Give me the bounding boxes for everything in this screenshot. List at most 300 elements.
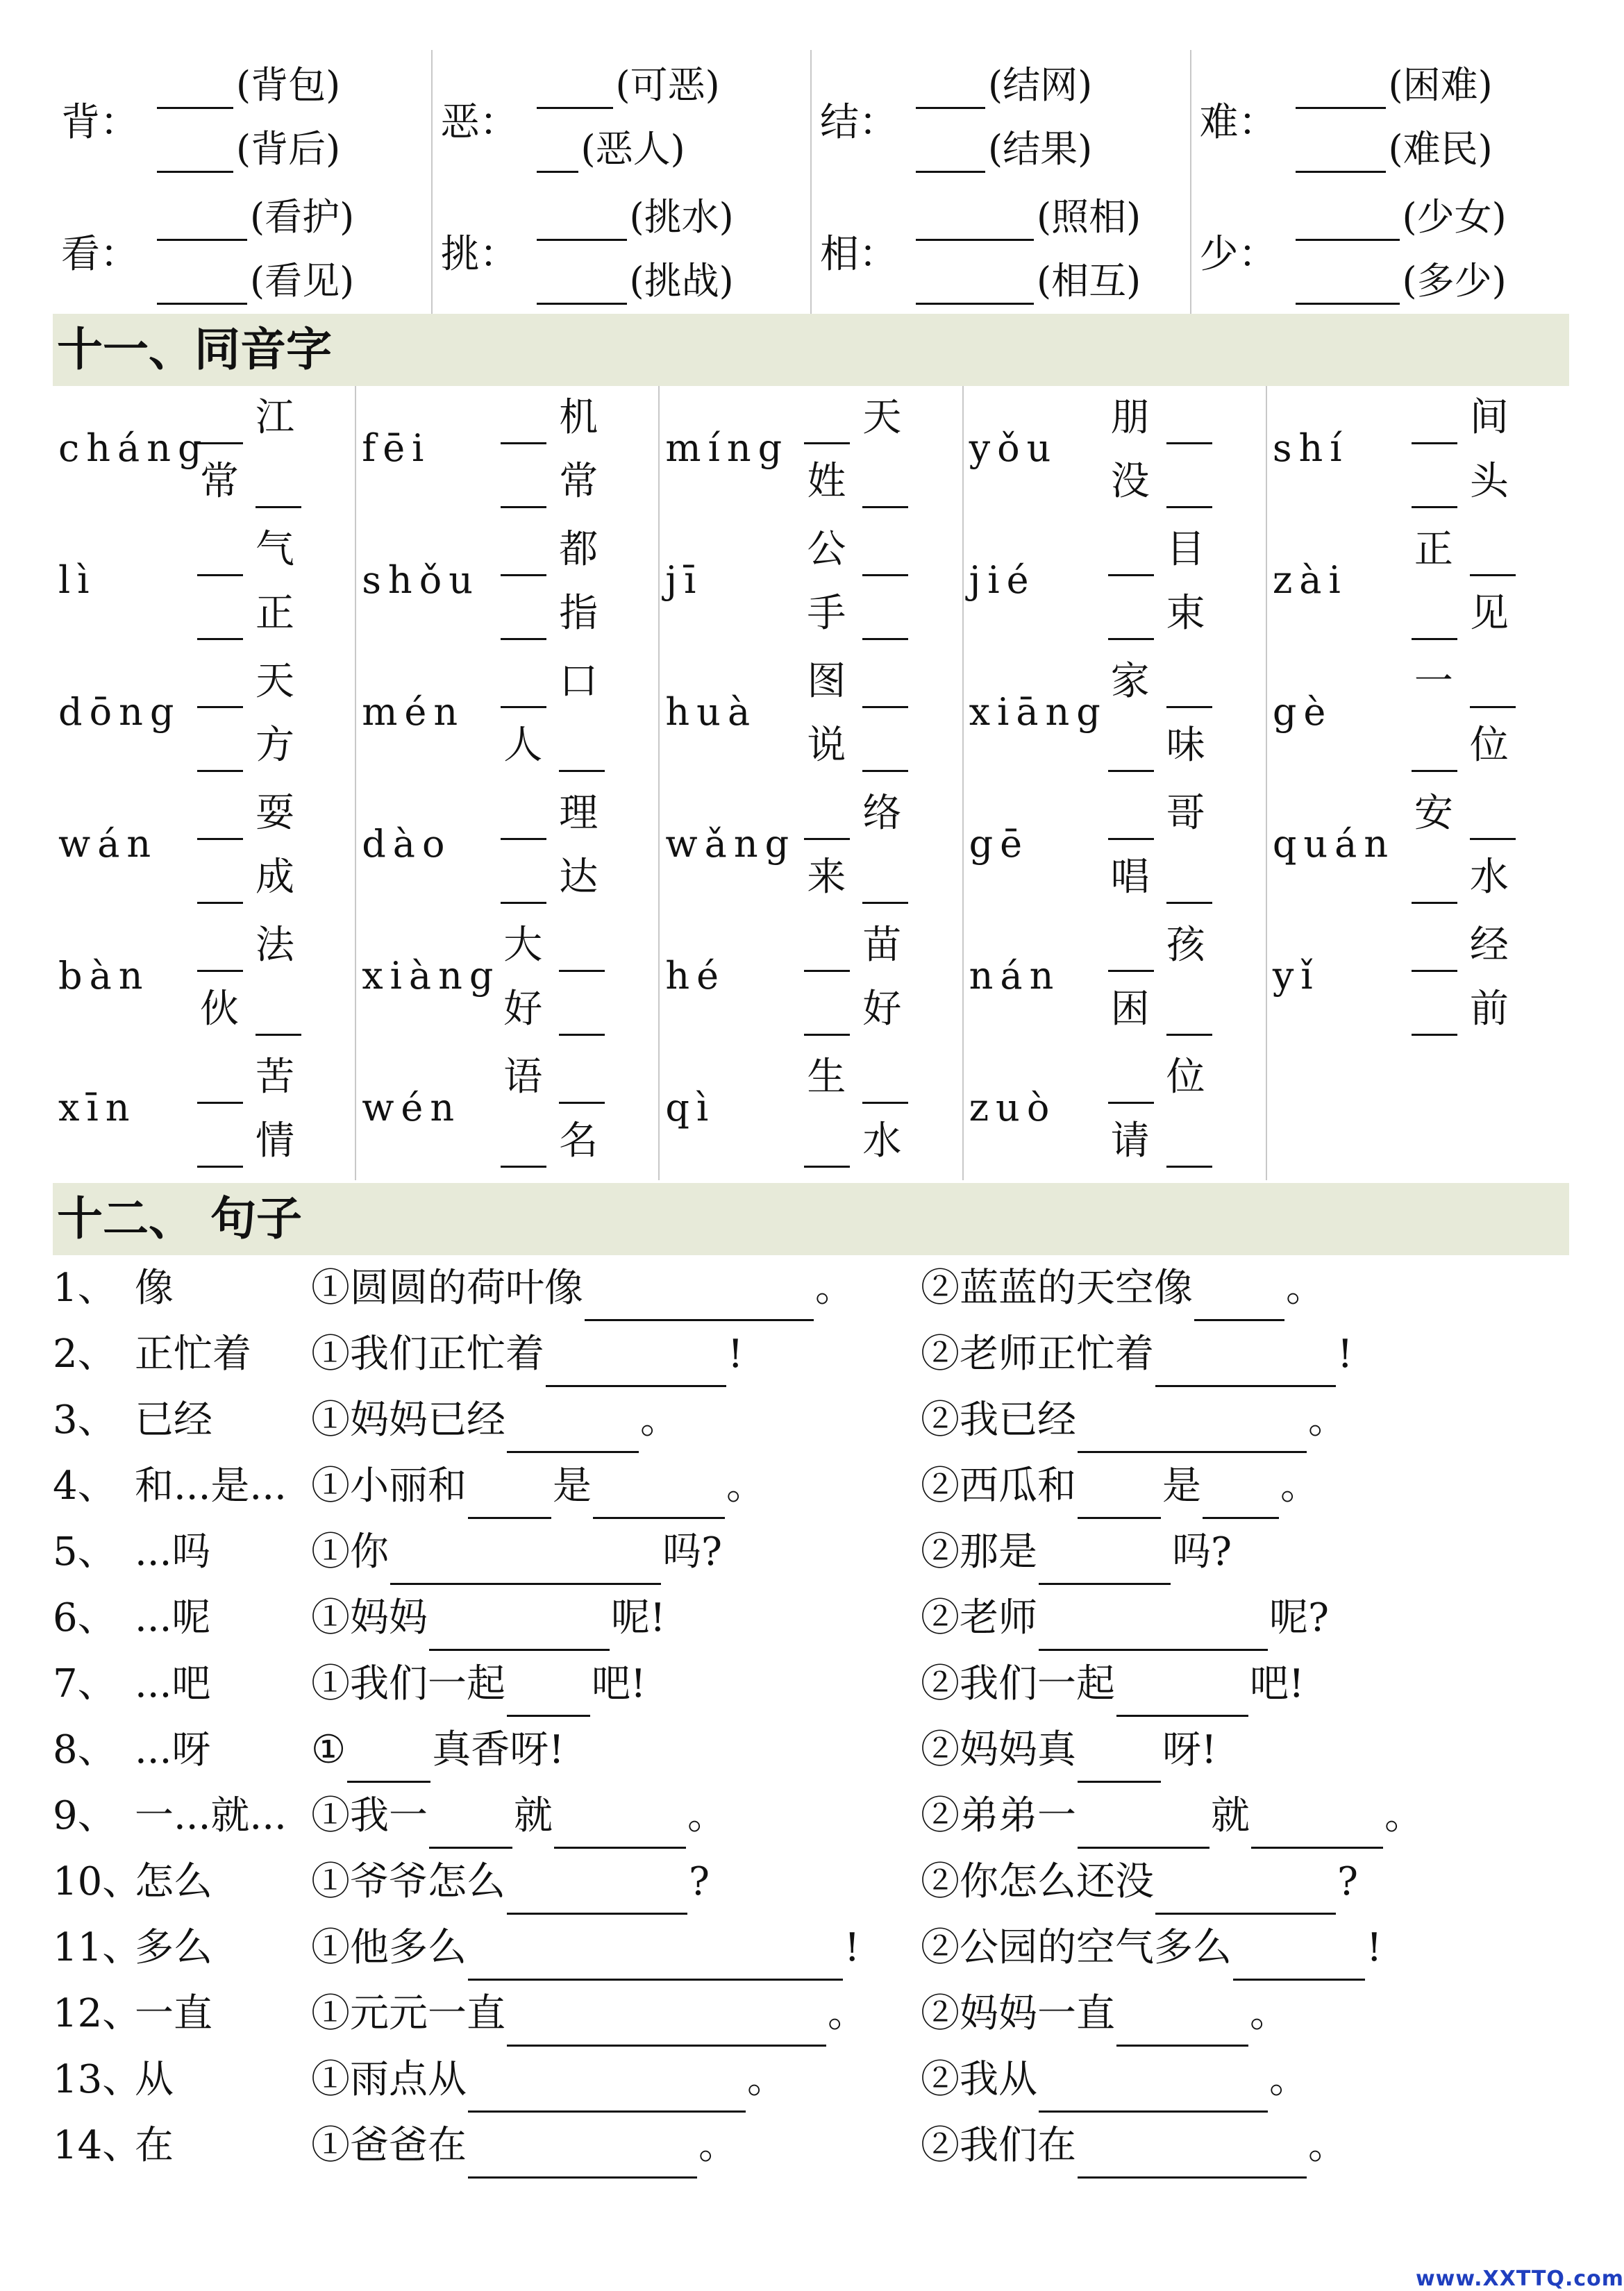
pinyin-label: míng (665, 426, 789, 470)
answer-blank[interactable] (1166, 506, 1212, 508)
prompt-text: ②我已经 (921, 1398, 1076, 1443)
answer-blank[interactable] (1155, 1870, 1336, 1915)
homophone-line (501, 454, 639, 515)
sentence-index: 11、 (53, 1925, 142, 1970)
homophone-line (1108, 1050, 1247, 1111)
polyphone-char: 恶： (440, 100, 519, 145)
homophone-char: 公 (807, 527, 846, 572)
polyphone-char: 背： (61, 100, 139, 145)
polyphone-word: (困难) (1388, 63, 1493, 107)
prompt-text: ① (311, 1727, 346, 1772)
answer-blank[interactable] (429, 1606, 610, 1651)
prompt-text: 。 (698, 2123, 737, 2168)
polyphone-line (537, 56, 720, 106)
homophone-char: 都 (559, 527, 598, 572)
homophone-line (1412, 390, 1550, 451)
prompt-text: 。 (1280, 1463, 1319, 1509)
homophone-line (1108, 654, 1247, 715)
homophone-char: 达 (559, 855, 598, 900)
answer-blank[interactable] (501, 902, 546, 904)
homophone-char: 家 (1110, 659, 1150, 704)
sentence-row (53, 1255, 1569, 1321)
sentence-prompt (311, 2113, 737, 2179)
answer-blank[interactable] (1166, 1166, 1212, 1168)
homophone-cell (964, 518, 1266, 650)
answer-blank[interactable] (1412, 770, 1457, 772)
sentence-prompt (921, 1783, 1423, 1849)
answer-blank[interactable] (1108, 574, 1154, 576)
answer-blank[interactable] (1108, 770, 1154, 772)
answer-blank[interactable] (197, 1166, 243, 1168)
answer-blank[interactable] (1470, 574, 1516, 576)
answer-blank[interactable] (1412, 442, 1457, 444)
answer-blank[interactable] (507, 2002, 826, 2047)
answer-blank[interactable] (1039, 1540, 1171, 1585)
homophone-char: 伙 (200, 987, 239, 1032)
sentence-prompt (311, 1585, 666, 1651)
homophone-char: 络 (862, 791, 902, 836)
homophone-char: 情 (256, 1118, 294, 1164)
polyphone-line (916, 251, 1141, 301)
sentence-row (53, 1981, 1569, 2047)
prompt-text: ②公园的空气多么 (921, 1925, 1232, 1970)
answer-blank[interactable] (916, 71, 985, 109)
prompt-text: ②那是 (921, 1529, 1037, 1575)
homophone-line (197, 522, 336, 583)
answer-blank[interactable] (1078, 1408, 1307, 1453)
answer-blank[interactable] (804, 1166, 850, 1168)
answer-blank[interactable] (501, 1166, 546, 1168)
polyphone-line (916, 187, 1141, 237)
homophone-cell (964, 650, 1266, 782)
homophone-line (804, 522, 943, 583)
homophone-char: 位 (1469, 723, 1509, 768)
pinyin-label: mén (362, 690, 465, 734)
answer-blank[interactable] (197, 770, 243, 772)
pinyin-label: zài (1272, 558, 1348, 602)
answer-blank[interactable] (1194, 1276, 1284, 1321)
prompt-text: ①我们正忙着 (311, 1332, 544, 1377)
homophone-char: 正 (256, 591, 294, 636)
answer-blank[interactable] (546, 1342, 726, 1387)
answer-blank[interactable] (1296, 203, 1400, 241)
answer-blank[interactable] (256, 506, 301, 508)
sentence-keyword: 一...就... (135, 1793, 287, 1838)
homophone-char: 安 (1414, 791, 1453, 836)
sentence-prompt (921, 2113, 1347, 2179)
prompt-text: ①我们一起 (311, 1661, 505, 1706)
answer-blank[interactable] (1166, 902, 1212, 904)
answer-blank[interactable] (1166, 1034, 1212, 1036)
homophone-line (501, 918, 639, 979)
prompt-text: 吗? (1172, 1529, 1232, 1575)
sentence-keyword: 多么 (135, 1925, 212, 1970)
prompt-text: ①爷爷怎么 (311, 1859, 505, 1904)
answer-blank[interactable] (197, 442, 243, 444)
answer-blank[interactable] (1203, 1474, 1279, 1519)
homophone-cell (356, 914, 658, 1046)
answer-blank[interactable] (157, 135, 233, 173)
sentence-prompt (921, 1453, 1319, 1519)
answer-blank[interactable] (1166, 706, 1212, 708)
pinyin-label: quán (1272, 822, 1396, 866)
answer-blank[interactable] (468, 2133, 697, 2179)
sentence-keyword: 和...是... (135, 1463, 287, 1509)
answer-blank[interactable] (1078, 1474, 1161, 1519)
homophone-char: 水 (862, 1118, 902, 1164)
answer-blank[interactable] (916, 267, 1034, 305)
pinyin-label: jié (969, 558, 1036, 602)
answer-blank[interactable] (1108, 970, 1154, 972)
answer-blank[interactable] (862, 638, 908, 640)
homophone-line (1412, 586, 1550, 647)
homophone-line (804, 982, 943, 1043)
sentence-index: 2、 (53, 1332, 117, 1377)
sentence-index: 10、 (53, 1859, 142, 1904)
answer-blank[interactable] (197, 638, 243, 640)
pinyin-label: shí (1272, 426, 1349, 470)
answer-blank[interactable] (804, 970, 850, 972)
answer-blank[interactable] (1296, 135, 1386, 173)
answer-blank[interactable] (559, 1102, 605, 1104)
answer-blank[interactable] (537, 71, 613, 109)
prompt-text: ②老师 (921, 1595, 1037, 1640)
prompt-text: ②妈妈真 (921, 1727, 1076, 1772)
homophone-line (1412, 918, 1550, 979)
polyphone-line (537, 187, 734, 237)
sentence-row (53, 2047, 1569, 2113)
sentence-index: 5、 (53, 1529, 117, 1575)
polyphone-entry (1191, 182, 1570, 314)
homophone-column (356, 386, 660, 1180)
polyphone-word: (恶人) (580, 127, 685, 171)
homophone-line (1412, 454, 1550, 515)
answer-blank[interactable] (157, 71, 233, 109)
answer-blank[interactable] (1108, 638, 1154, 640)
answer-blank[interactable] (862, 706, 908, 708)
homophone-line (197, 918, 336, 979)
homophone-cell (660, 518, 962, 650)
prompt-text: 。 (747, 2057, 786, 2102)
sentence-prompt (311, 1453, 765, 1519)
pinyin-label: dōng (58, 690, 181, 734)
answer-blank[interactable] (593, 1474, 725, 1519)
polyphone-word: (看见) (250, 259, 355, 303)
answer-blank[interactable] (559, 770, 605, 772)
answer-blank[interactable] (1412, 1034, 1457, 1036)
answer-blank[interactable] (507, 1408, 639, 1453)
homophone-cell (964, 1046, 1266, 1177)
homophone-line (1108, 982, 1247, 1043)
homophone-cell (964, 782, 1266, 914)
polyphone-word: (结果) (988, 127, 1093, 171)
homophone-cell (53, 386, 355, 518)
sentence-prompt (921, 1717, 1217, 1783)
pinyin-label: bàn (58, 954, 150, 998)
polyphone-word: (看护) (250, 195, 355, 239)
prompt-text: 。 (1269, 2057, 1308, 2102)
polyphone-entry (53, 182, 431, 314)
answer-blank[interactable] (501, 442, 546, 444)
pinyin-label: lì (58, 558, 97, 602)
sentence-keyword: 正忙着 (135, 1332, 251, 1377)
homophone-char: 孩 (1166, 923, 1205, 968)
polyphone-column (812, 50, 1191, 314)
homophone-char: 图 (807, 659, 846, 704)
answer-blank[interactable] (916, 203, 1034, 241)
answer-blank[interactable] (1412, 970, 1457, 972)
answer-blank[interactable] (1470, 838, 1516, 840)
polyphone-char: 看： (61, 232, 139, 277)
pinyin-label: huà (665, 690, 757, 734)
answer-blank[interactable] (347, 1738, 430, 1783)
answer-blank[interactable] (1470, 706, 1516, 708)
answer-blank[interactable] (1233, 1936, 1365, 1981)
homophone-column (53, 386, 356, 1180)
answer-blank[interactable] (507, 1870, 687, 1915)
homophone-column (964, 386, 1267, 1180)
sentence-index: 6、 (53, 1595, 117, 1640)
prompt-text: ①小丽和 (311, 1463, 467, 1509)
homophone-line (1108, 454, 1247, 515)
answer-blank[interactable] (468, 1936, 843, 1981)
answer-blank[interactable] (1166, 442, 1212, 444)
answer-blank[interactable] (197, 574, 243, 576)
answer-blank[interactable] (1296, 267, 1400, 305)
answer-blank[interactable] (1108, 838, 1154, 840)
polyphone-line (1296, 56, 1493, 106)
answer-blank[interactable] (1116, 2002, 1248, 2047)
polyphone-word: (背包) (236, 63, 341, 107)
sentence-prompt (921, 1915, 1382, 1981)
homophone-char: 天 (862, 395, 902, 440)
answer-blank[interactable] (862, 902, 908, 904)
homophone-line (804, 786, 943, 847)
polyphone-entry (812, 182, 1190, 314)
answer-blank[interactable] (197, 902, 243, 904)
homophone-char: 苦 (256, 1055, 294, 1100)
answer-blank[interactable] (559, 1034, 605, 1036)
sentence-index: 12、 (53, 1991, 142, 2036)
prompt-text: 呢! (611, 1595, 666, 1640)
prompt-text: ①爸爸在 (311, 2123, 467, 2168)
pinyin-label: nán (969, 954, 1061, 998)
prompt-text: ? (689, 1859, 710, 1904)
homophone-line (197, 586, 336, 647)
answer-blank[interactable] (537, 267, 627, 305)
sentence-row (53, 1585, 1569, 1651)
homophone-char: 姓 (807, 459, 846, 504)
polyphone-entry (433, 50, 811, 182)
homophone-line (804, 718, 943, 779)
pinyin-label: gē (969, 822, 1030, 866)
polyphone-line (1296, 187, 1507, 237)
answer-blank[interactable] (256, 1034, 301, 1036)
answer-blank[interactable] (501, 506, 546, 508)
homophone-line (501, 982, 639, 1043)
prompt-text: ②我们在 (921, 2123, 1076, 2168)
answer-blank[interactable] (390, 1540, 661, 1585)
sentence-keyword: 像 (135, 1266, 174, 1311)
sentence-prompt (311, 1915, 860, 1981)
sentence-row (53, 1519, 1569, 1585)
pinyin-label: jī (665, 558, 703, 602)
homophone-char: 来 (807, 855, 846, 900)
answer-blank[interactable] (554, 1804, 686, 1849)
answer-blank[interactable] (862, 574, 908, 576)
homophone-char: 手 (807, 591, 846, 636)
prompt-text: ②蓝蓝的天空像 (921, 1266, 1193, 1311)
homophone-line (501, 718, 639, 779)
answer-blank[interactable] (1296, 71, 1386, 109)
prompt-text: ! (1337, 1332, 1353, 1377)
sentence-keyword: ...吗 (135, 1529, 211, 1575)
prompt-text: 。 (687, 1793, 726, 1838)
homophone-line (197, 850, 336, 911)
homophone-char: 气 (256, 527, 294, 572)
pinyin-label: cháng (58, 426, 209, 470)
polyphone-line (157, 251, 354, 301)
prompt-text: ①妈妈 (311, 1595, 428, 1640)
sentence-list (53, 1255, 1569, 2179)
answer-blank[interactable] (1155, 1342, 1336, 1387)
sentence-keyword: ...吧 (135, 1661, 211, 1706)
homophone-char: 好 (503, 987, 543, 1032)
prompt-text: 是 (553, 1463, 592, 1509)
answer-blank[interactable] (1078, 1738, 1161, 1783)
homophone-char: 唱 (1110, 855, 1150, 900)
homophone-char: 请 (1110, 1118, 1150, 1164)
homophone-char: 语 (503, 1055, 543, 1100)
prompt-text: ! (1366, 1925, 1382, 1970)
sentence-row (53, 2113, 1569, 2179)
answer-blank[interactable] (1412, 506, 1457, 508)
homophone-char: 目 (1166, 527, 1205, 572)
answer-blank[interactable] (916, 135, 985, 173)
homophone-char: 前 (1469, 987, 1509, 1032)
answer-blank[interactable] (1078, 2133, 1307, 2179)
homophone-line (197, 654, 336, 715)
answer-blank[interactable] (157, 203, 247, 241)
answer-blank[interactable] (501, 706, 546, 708)
answer-blank[interactable] (197, 970, 243, 972)
homophone-line (1412, 850, 1550, 911)
prompt-text: ②老师正忙着 (921, 1332, 1154, 1377)
homophone-line (804, 454, 943, 515)
homophone-cell (53, 650, 355, 782)
answer-blank[interactable] (1039, 2067, 1268, 2113)
answer-blank[interactable] (197, 1102, 243, 1104)
homophone-cell (660, 386, 962, 518)
answer-blank[interactable] (559, 970, 605, 972)
answer-blank[interactable] (468, 1474, 551, 1519)
answer-blank[interactable] (197, 706, 243, 708)
sentence-prompt (921, 1585, 1329, 1651)
homophone-line (1412, 654, 1550, 715)
pinyin-label: wǎng (665, 822, 796, 866)
homophone-grid (53, 386, 1569, 1180)
answer-blank[interactable] (804, 838, 850, 840)
answer-blank[interactable] (537, 203, 627, 241)
homophone-cell (1267, 914, 1569, 1046)
answer-blank[interactable] (429, 1804, 512, 1849)
answer-blank[interactable] (585, 1276, 814, 1321)
homophone-char: 常 (559, 459, 598, 504)
sentence-prompt (921, 1321, 1353, 1387)
answer-blank[interactable] (1116, 1672, 1248, 1717)
homophone-line (1412, 786, 1550, 847)
polyphone-char: 结： (820, 100, 898, 145)
homophone-line (804, 850, 943, 911)
answer-blank[interactable] (501, 638, 546, 640)
answer-blank[interactable] (501, 574, 546, 576)
sentence-prompt (311, 1849, 710, 1915)
prompt-text: 。 (828, 1991, 867, 2036)
polyphone-line (157, 119, 340, 169)
homophone-line (1108, 718, 1247, 779)
answer-blank[interactable] (862, 506, 908, 508)
prompt-text: 是 (1162, 1463, 1201, 1509)
answer-blank[interactable] (804, 442, 850, 444)
prompt-text: 吧! (1250, 1661, 1305, 1706)
answer-blank[interactable] (862, 1102, 908, 1104)
prompt-text: 真香呀! (432, 1727, 564, 1772)
sentence-prompt (921, 1981, 1289, 2047)
homophone-line (501, 522, 639, 583)
pinyin-label: xīn (58, 1086, 137, 1130)
answer-blank[interactable] (507, 1672, 590, 1717)
polyphone-word: (挑水) (629, 195, 734, 239)
answer-blank[interactable] (1108, 1102, 1154, 1104)
pinyin-label: dào (362, 822, 452, 866)
homophone-char: 水 (1469, 855, 1509, 900)
answer-blank[interactable] (1078, 1804, 1209, 1849)
polyphone-line (157, 56, 340, 106)
polyphone-char: 少： (1199, 232, 1278, 277)
homophone-cell (53, 914, 355, 1046)
homophone-line (1108, 522, 1247, 583)
answer-blank[interactable] (1251, 1804, 1383, 1849)
answer-blank[interactable] (862, 770, 908, 772)
answer-blank[interactable] (468, 2067, 746, 2113)
answer-blank[interactable] (501, 838, 546, 840)
prompt-text: 。 (1308, 1398, 1347, 1443)
polyphone-column (1191, 50, 1570, 314)
homophone-char: 间 (1469, 395, 1509, 440)
homophone-line (1108, 850, 1247, 911)
answer-blank[interactable] (537, 135, 578, 173)
homophone-line (1108, 390, 1247, 451)
polyphone-word: (可恶) (615, 63, 720, 107)
pinyin-label: fēi (362, 426, 431, 470)
homophone-char: 没 (1110, 459, 1150, 504)
homophone-char: 江 (256, 395, 294, 440)
homophone-cell (660, 650, 962, 782)
answer-blank[interactable] (157, 267, 247, 305)
answer-blank[interactable] (197, 838, 243, 840)
answer-blank[interactable] (804, 1034, 850, 1036)
sentence-row (53, 1717, 1569, 1783)
homophone-char: 指 (559, 591, 598, 636)
answer-blank[interactable] (1412, 902, 1457, 904)
prompt-text: ②妈妈一直 (921, 1991, 1115, 2036)
homophone-cell (964, 914, 1266, 1046)
sentence-row (53, 1453, 1569, 1519)
answer-blank[interactable] (1412, 638, 1457, 640)
homophone-line (501, 1114, 639, 1175)
answer-blank[interactable] (1039, 1606, 1268, 1651)
homophone-cell (53, 518, 355, 650)
